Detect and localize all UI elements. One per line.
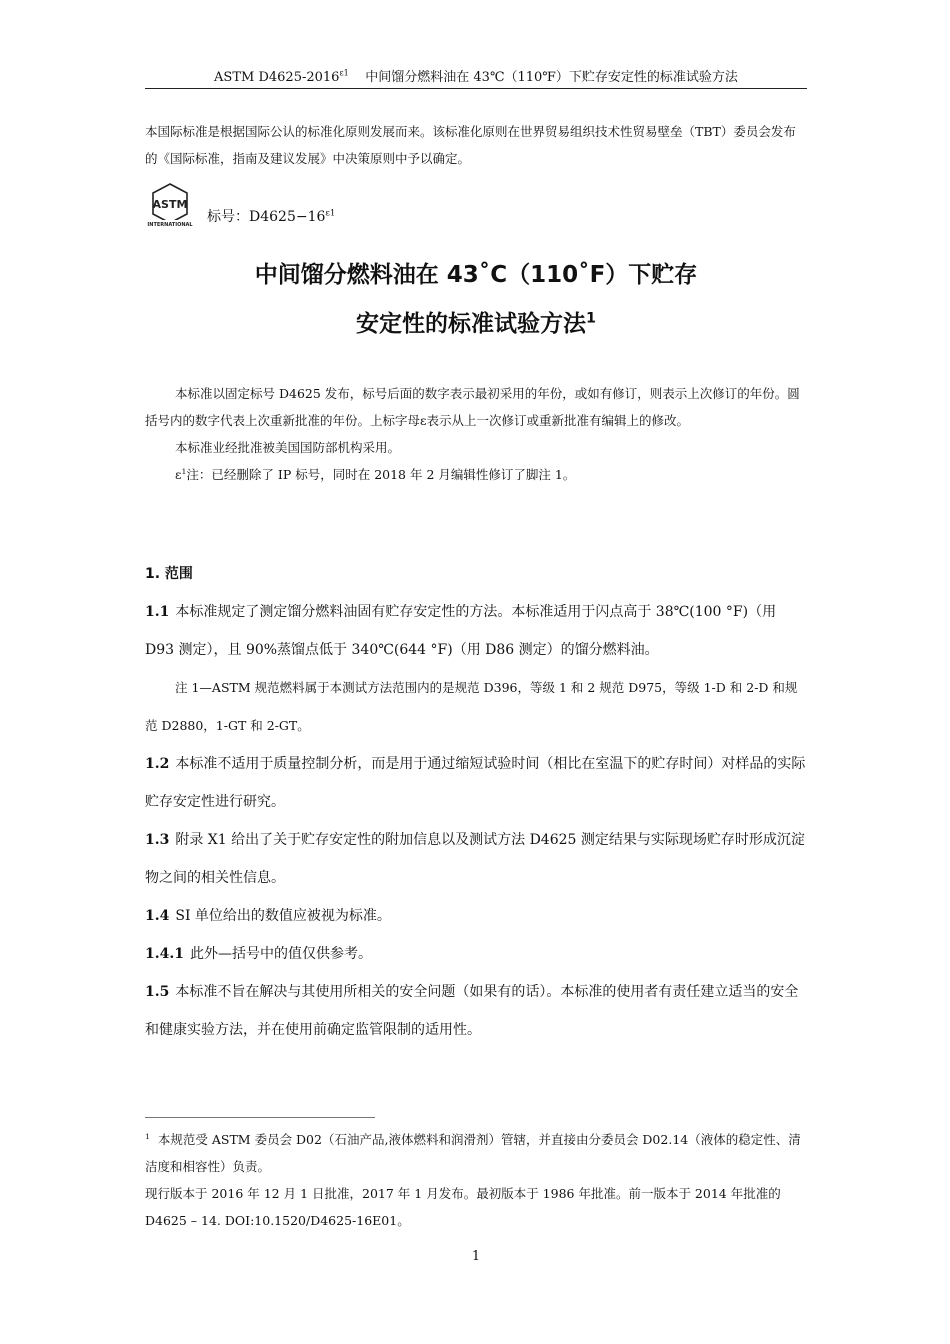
title-line-2 [145, 305, 807, 338]
footnote-1-text: 本规范受 ASTM 委员会 D02（石油产品,液体燃料和润滑剂）管辖，并直接由分委员会 D02.14（液体的稳定性、清洁度和相容性）负责。 [145, 1132, 801, 1174]
clause-text: 本标准不旨在解决与其使用所相关的安全问题（如果有的话）。本标准的使用者有责任建立适当的安全和健康实验方法，并在使用前确定监管限制的适用性。 [145, 984, 799, 1038]
running-header [145, 66, 807, 85]
designation-sup: ε1 [325, 208, 336, 219]
designation [207, 206, 335, 226]
footnote-2: 现行版本于 2016 年 12 月 1 日批准，2017 年 1 月发布。最初版本于 1986 年批准。前一版本于 2014 年批准的 D4625 – 14. DOI:10.1520/D4625-16E01。 [145, 1186, 781, 1228]
logo-subtext: INTERNATIONAL [147, 222, 193, 228]
clause-1-1 [145, 593, 807, 669]
footnotes [145, 1126, 807, 1234]
clause-number: 1.1 [145, 604, 170, 620]
clause-1-4-1 [145, 935, 807, 973]
preamble-paragraph-2: 本标准业经批准被美国国防部机构采用。 [175, 440, 401, 455]
clause-text: SI 单位给出的数值应被视为标准。 [175, 908, 391, 924]
clause-1-3 [145, 821, 807, 897]
designation-label: 标号：D4625−16 [207, 209, 326, 225]
clause-number: 1.4 [145, 908, 170, 924]
preamble-paragraph-3-text: 注：已经删除了 IP 标号，同时在 2018 年 2 月编辑性修订了脚注 1。 [186, 467, 576, 482]
header-title: 中间馏分燃料油在 43℃（110℉）下贮存安定性的标准试验方法 [365, 70, 738, 85]
footnote-1 [145, 1126, 807, 1180]
header-rule [145, 88, 807, 89]
section-scope [145, 555, 807, 1049]
preamble-paragraph-3 [145, 461, 807, 488]
astm-logo-icon [147, 182, 193, 228]
header-doc-id: ASTM D4625-2016 [214, 70, 340, 85]
logo-text: ASTM [152, 198, 188, 211]
note-1: 注 1—ASTM 规范燃料属于本测试方法范围内的是规范 D396，等级 1 和 2 规范 D975，等级 1-D 和 2-D 和规范 D2880，1-GT 和 2-GT。 [145, 680, 798, 733]
clause-1-5 [145, 973, 807, 1049]
section-heading: 1. 范围 [145, 566, 193, 582]
clause-number: 1.2 [145, 756, 170, 772]
epsilon-sup: 1 [181, 466, 187, 476]
clause-number: 1.4.1 [145, 946, 184, 962]
preamble-paragraph-1: 本标准以固定标号 D4625 发布，标号后面的数字表示最初采用的年份，或如有修订，则表示上次修订的年份。圆括号内的数字代表上次重新批准的年份。上标字母ε表示从上一次修订或重新批准有编辑上的修改。 [145, 386, 800, 428]
page-number: 1 [471, 1249, 481, 1264]
preamble [145, 380, 807, 488]
title-footnote-ref: 1 [586, 310, 596, 327]
footnote-rule [145, 1117, 375, 1118]
clause-text: 本标准规定了测定馏分燃料油固有贮存安定性的方法。本标准适用于闪点高于 38℃(100 °F)（用 D93 测定），且 90%蒸馏点低于 340℃(644 °F)（用 D86 测定）的馏分燃料油。 [145, 604, 777, 658]
clause-1-2 [145, 745, 807, 821]
header-doc-sup: ε1 [339, 68, 349, 78]
intro-paragraph: 本国际标准是根据国际公认的标准化原则发展而来。该标准化原则在世界贸易组织技术性贸易壁垒（TBT）委员会发布的《国际标准，指南及建议发展》中决策原则中予以确定。 [145, 124, 796, 166]
clause-1-4 [145, 897, 807, 935]
clause-text: 附录 X1 给出了关于贮存安定性的附加信息以及测试方法 D4625 测定结果与实际现场贮存时形成沉淀物之间的相关性信息。 [145, 832, 805, 886]
epsilon-symbol: ε [175, 467, 182, 482]
clause-text: 本标准不适用于质量控制分析，而是用于通过缩短试验时间（相比在室温下的贮存时间）对样品的实际贮存安定性进行研究。 [145, 756, 806, 810]
clause-number: 1.3 [145, 832, 170, 848]
clause-text: 此外—括号中的值仅供参考。 [189, 946, 372, 962]
clause-number: 1.5 [145, 984, 170, 1000]
title-line-1: 中间馏分燃料油在 43˚C（110˚F）下贮存 [254, 262, 698, 288]
title-line-2-text: 安定性的标准试验方法 [356, 311, 587, 337]
footnote-number: 1 [145, 1131, 150, 1141]
